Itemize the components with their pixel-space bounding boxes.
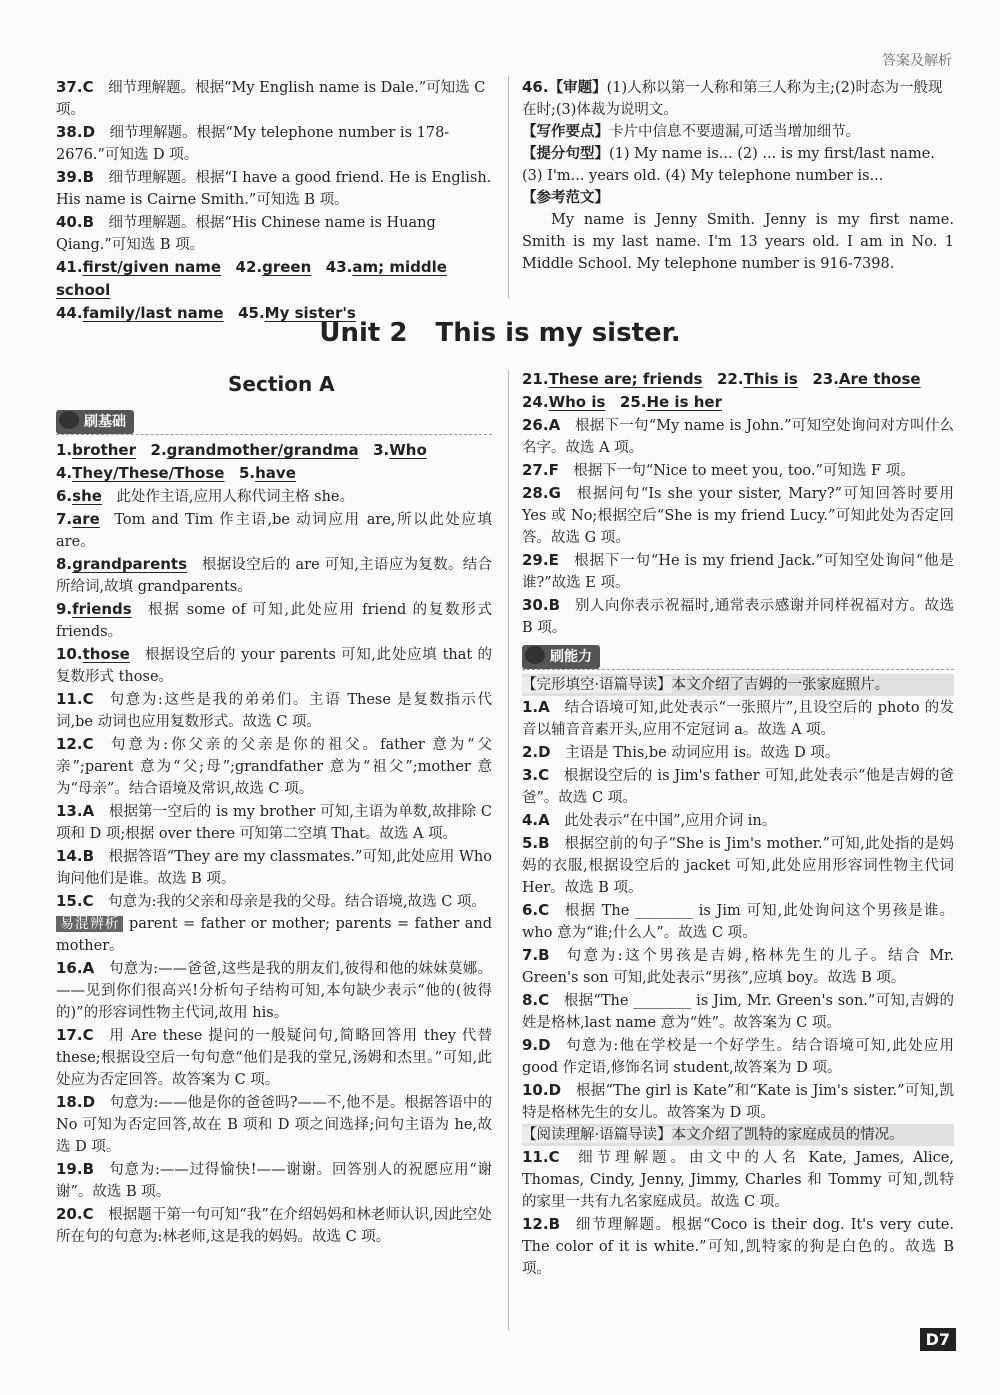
item-explanation: 根据 The ________ is Jim 可知,此处询问这个男孩是谁。who 意为“谁;什么人”。故选 C 项。 [522, 903, 954, 941]
item-answer: C [82, 892, 94, 910]
item-number: 42. [235, 258, 263, 276]
item-number: 11. [56, 690, 83, 708]
item-answer: A [82, 959, 95, 977]
right-column [522, 368, 954, 1280]
item-explanation: 句意为:他在学校是一个好学生。结合语境可知,此处应用 good 作定语,修饰名词 student,故答案为 D 项。 [522, 1038, 954, 1076]
page-header: 答案及解析 [882, 53, 952, 69]
item-answer: am; middle school [56, 258, 447, 299]
item-answer: friends [72, 600, 132, 618]
reading-intro: 本文介绍了凯特的家庭成员的情况。 [671, 1127, 904, 1143]
item-explanation: 根据“The girl is Kate”和“Kate is Jim's sister.”可知,凯特是格林先生的女儿。故答案为 D 项。 [522, 1083, 954, 1121]
item-explanation: 细节理解题。根据“Coco is their dog. It's very cute. The color of it is white.”可知,凯特家的狗是白色的。故选 B 项。 [522, 1217, 954, 1277]
item-number: 12. [56, 735, 83, 753]
answer-item [56, 166, 492, 211]
item-answer: have [255, 464, 296, 482]
item-explanation: Tom and Tim 作主语,be 动词应用 are,所以此处应填 are。 [56, 512, 492, 550]
item-explanation: 根据下一句“He is my friend Jack.”可知空处询问“他是谁?”故选 E 项。 [522, 553, 954, 591]
answer-item [522, 1034, 954, 1079]
answer-item [522, 696, 954, 741]
page-number: D7 [920, 1328, 956, 1351]
item-explanation: 根据设空后的 are 可知,主语应为复数。结合所给词,故填 grandparents。 [56, 557, 492, 595]
item-number: 38. [56, 123, 83, 141]
answer-item [522, 459, 954, 482]
item-number: 43. [325, 258, 353, 276]
item-answer: B [82, 847, 95, 865]
item-answer: D [548, 1081, 562, 1099]
answer-item [522, 1146, 954, 1213]
item-answer: D [538, 1036, 551, 1054]
item-explanation: 根据题干第一句可知“我”在介绍妈妈和林老师认识,因此空处所在句的句意为:林老师,这是我的妈妈。故选 C 项。 [56, 1207, 492, 1245]
answer-item [522, 764, 954, 809]
item-explanation: 句意为:——爸爸,这些是我的朋友们,彼得和他的妹妹莫娜。——见到你们很高兴!分析句子结构可知,本句缺少表示“他的(彼得的)”的形容词性物主代词,故用 his。 [56, 961, 492, 1021]
item-answer: A [548, 416, 561, 434]
item-answer: are [72, 510, 100, 528]
item-answer: B [548, 596, 561, 614]
item-number: 23. [812, 370, 839, 388]
item-explanation: 细节理解题。根据“I have a good friend. He is English. His name is Cairne Smith.”可知选 B 项。 [56, 170, 492, 208]
item-explanation: 根据答语“They are my classmates.”可知,此处应用 Who 询问他们是谁。故选 B 项。 [56, 849, 492, 887]
item-number: 37. [56, 78, 83, 96]
answer-item [56, 1158, 492, 1203]
item-answer: grandparents [72, 555, 188, 573]
top-left-column [56, 76, 492, 325]
answer-item [56, 1024, 492, 1091]
item-explanation: 细节理解题。由文中的人名 Kate, James, Alice, Thomas, Cindy, Jenny, Jimmy, Charles 和 Tommy 可知,凯特的家里一共有九名家庭成员。故选 C 项。 [522, 1150, 954, 1210]
item-explanation: 此处作主语,应用人称代词主格 she。 [116, 489, 354, 505]
answer-item [56, 845, 492, 890]
item-explanation: 此处表示“在中国”,应用介词 in。 [564, 813, 777, 829]
left-column [56, 410, 492, 1248]
column-divider [508, 76, 509, 298]
item-explanation: 根据设空后的 your parents 可知,此处应填 that 的复数形式 those。 [56, 647, 492, 685]
item-number: 17. [56, 1026, 83, 1044]
item-explanation: 句意为:这个男孩是吉姆,格林先生的儿子。结合 Mr. Green's son 可知,此处表示“男孩”,应填 boy。故选 B 项。 [522, 948, 954, 986]
item-explanation: 根据空前的句子“She is Jim's mother.”可知,此处指的是妈妈的衣服,根据设空后的 jacket 可知,此处应用形容词性物主代词 Her。故选 B 项。 [522, 836, 954, 896]
unit-title [0, 318, 1000, 348]
cloze-label: 【完形填空·语篇导读】 [522, 677, 672, 693]
item-number: 13. [56, 802, 83, 820]
answer-item [522, 1079, 954, 1124]
item-number: 27. [522, 461, 549, 479]
unit-label: Unit 2 [319, 318, 408, 348]
item-number: 12. [522, 1215, 549, 1233]
item-answer: G [548, 484, 561, 502]
item-answer: grandmother/grandma [166, 441, 359, 459]
item-explanation: 用 Are these 提问的一般疑问句,简略回答用 they 代替 these;根据设空后一句句意“他们是我的堂兄,汤姆和杰里。”可知,此处应为否定回答。故答案为 C 项。 [56, 1028, 492, 1088]
answer-item [522, 944, 954, 989]
item-explanation: 句意为:你父亲的父亲是你的祖父。father 意为“父亲”;parent 意为“父;母”;grandfather 意为“祖父”;mother 意为“母亲”。结合语境及常识,故选 C 项。 [56, 737, 492, 797]
item-number: 2. [522, 743, 539, 761]
item-answer: My sister's [264, 304, 356, 322]
jufen-label: 【提分句型】 [522, 145, 609, 162]
item-number: 22. [716, 370, 744, 388]
item-number: 26. [522, 416, 549, 434]
item-number: 18. [56, 1093, 83, 1111]
item-explanation: 细节理解题。根据“His Chinese name is Huang Qiang.”可知选 B 项。 [56, 215, 436, 253]
item-answer: C [538, 991, 550, 1009]
item-number: 8. [56, 555, 73, 573]
answer-item [56, 890, 492, 913]
jufen-text: (1) My name is... (2) ... is my first/last name. (3) I'm... years old. (4) My telephone number is... [522, 146, 935, 184]
shenti-text: (1)人称以第一人称和第三人称为主;(2)时态为一般现在时;(3)体裁为说明文。 [522, 80, 943, 118]
fill-line [56, 256, 492, 302]
item-explanation: 根据下一句“Nice to meet you, too.”可知选 F 项。 [573, 463, 915, 479]
reading-label: 【阅读理解·语篇导读】 [522, 1127, 672, 1143]
item-explanation: 结合语境可知,此处表示“一张照片”,且设空后的 photo 的发音以辅音音素开头,应用不定冠词 a。故选 A 项。 [522, 700, 954, 738]
item-number: 30. [522, 596, 549, 614]
answer-item [56, 553, 492, 598]
item-number: 9. [56, 600, 73, 618]
item-answer: They/These/Those [72, 464, 225, 482]
item-answer: B [538, 834, 550, 852]
item-answer: Who is [548, 393, 606, 411]
item-explanation: 主语是 This,be 动词应用 is。故选 D 项。 [565, 745, 840, 761]
item-answer: B [538, 946, 550, 964]
item-answer: C [548, 1148, 560, 1166]
answer-item [56, 508, 492, 553]
answer-item [56, 485, 492, 508]
item-answer: Are those [838, 370, 921, 388]
item-answer: D [82, 123, 96, 141]
item-explanation: 句意为:——他是你的爸爸吗?——不,他不是。根据答语中的 No 可知为否定回答,故在 B 项和 D 项之间选择;问句主语为 he,故选 D 项。 [56, 1095, 492, 1155]
item-number: 28. [522, 484, 549, 502]
item-explanation: 别人向你表示祝福时,通常表示感谢并同样祝福对方。故选 B 项。 [522, 598, 954, 636]
item-number: 11. [522, 1148, 549, 1166]
answer-item [522, 832, 954, 899]
item-number: 19. [56, 1160, 83, 1178]
item-answer: those [82, 645, 130, 663]
item-answer: D [538, 743, 551, 761]
item-number: 46. [522, 78, 549, 96]
item-number: 3. [373, 441, 390, 459]
item-answer: A [82, 802, 95, 820]
answer-item [522, 809, 954, 832]
item-explanation: 根据“The ________ is Jim, Mr. Green's son.”可知,吉姆的姓是格林,last name 意为“姓”。故答案为 C 项。 [522, 993, 954, 1031]
item-answer: family/last name [82, 304, 224, 322]
item-number: 4. [56, 464, 73, 482]
item-answer: E [548, 551, 559, 569]
item-answer: D [82, 1093, 96, 1111]
item-number: 5. [238, 464, 256, 482]
item-number: 16. [56, 959, 83, 977]
item-answer: Who [389, 441, 427, 459]
ability-tag: 刷能力 [522, 645, 600, 669]
item-number: 44. [56, 304, 83, 322]
item-number: 10. [522, 1081, 549, 1099]
item-number: 20. [56, 1205, 83, 1223]
item-number: 15. [56, 892, 83, 910]
answer-item [56, 598, 492, 643]
yaodian-text: 卡片中信息不要遗漏,可适当增加细节。 [609, 124, 861, 140]
item-number: 41. [56, 258, 83, 276]
item-answer: A [538, 698, 550, 716]
item-explanation: 句意为:——过得愉快!——谢谢。回答别人的祝愿应用“谢谢”。故选 B 项。 [56, 1162, 492, 1200]
item-answer: she [72, 487, 102, 505]
answer-item [56, 1091, 492, 1158]
item-answer: A [538, 811, 550, 829]
item-explanation: 根据第一空后的 is my brother 可知,主语为单数,故排除 C 项和 D 项;根据 over there 可知第二空填 That。故选 A 项。 [56, 804, 492, 842]
item-number: 9. [522, 1036, 539, 1054]
item-answer: B [548, 1215, 561, 1233]
answer-item [522, 549, 954, 594]
fanwen-text: My name is Jenny Smith. Jenny is my first name. Smith is my last name. I'm 13 years old. I am in No. 1 Middle School. My telephone number is 916-7398. [522, 212, 954, 272]
item-number: 1. [522, 698, 539, 716]
item-answer: C [82, 690, 94, 708]
item-answer: C [82, 1205, 94, 1223]
section-title: Section A [228, 372, 335, 396]
item-number: 3. [522, 766, 539, 784]
answer-item [56, 643, 492, 688]
item-explanation: 根据问句“Is she your sister, Mary?”可知回答时要用 Yes 或 No;根据空后“She is my friend Lucy.”可知此处为否定回答。故选 G 项。 [522, 486, 954, 546]
item-answer: C [538, 766, 550, 784]
answer-item [522, 414, 954, 459]
item-explanation: 句意为:我的父亲和母亲是我的父母。结合语境,故选 C 项。 [108, 894, 486, 910]
item-number: 25. [619, 393, 647, 411]
item-answer: green [262, 258, 312, 276]
item-number: 39. [56, 168, 83, 186]
item-answer: brother [72, 441, 137, 459]
item-explanation: 细节理解题。根据“My English name is Dale.”可知选 C 项。 [56, 80, 486, 118]
item-explanation: 根据设空后的 is Jim's father 可知,此处表示“他是吉姆的爸爸”。故选 C 项。 [522, 768, 954, 806]
answer-item [522, 989, 954, 1034]
answer-item [56, 800, 492, 845]
item-explanation: 根据下一句“My name is John.”可知空处询问对方叫什么名字。故选 A 项。 [522, 418, 954, 456]
item-answer: C [82, 1026, 94, 1044]
cloze-intro: 本文介绍了吉姆的一张家庭照片。 [671, 677, 890, 693]
answer-item [56, 76, 492, 121]
answer-item [522, 741, 954, 764]
answer-item [56, 1203, 492, 1248]
fill-line [522, 368, 954, 391]
item-number: 14. [56, 847, 83, 865]
answer-item [522, 899, 954, 944]
fanwen-label: 【参考范文】 [522, 189, 609, 206]
item-answer: C [82, 735, 94, 753]
item-number: 29. [522, 551, 549, 569]
item-number: 2. [150, 441, 167, 459]
yihun-label: 易混辨析 [56, 916, 123, 932]
item-number: 7. [56, 510, 73, 528]
item-answer: C [82, 78, 94, 96]
answer-item [56, 688, 492, 733]
fill-line [56, 462, 492, 485]
item-number: 1. [56, 441, 73, 459]
item-answer: This is [743, 370, 798, 388]
answer-item [56, 121, 492, 166]
item-answer: B [82, 168, 95, 186]
item-number: 5. [522, 834, 539, 852]
top-right-column [522, 76, 954, 275]
answer-item [56, 211, 492, 256]
item-number: 6. [56, 487, 73, 505]
answer-item [522, 1213, 954, 1280]
item-number: 8. [522, 991, 539, 1009]
item-number: 7. [522, 946, 539, 964]
item-answer: F [548, 461, 559, 479]
item-answer: These are; friends [548, 370, 703, 388]
answer-item [56, 733, 492, 800]
item-answer: first/given name [82, 258, 222, 276]
unit-name: This is my sister. [435, 318, 681, 348]
answer-item [522, 482, 954, 549]
column-divider [508, 370, 509, 1330]
item-answer: B [82, 1160, 95, 1178]
answer-item [56, 957, 492, 1024]
basic-tag: 刷基础 [56, 410, 134, 434]
answer-item [522, 594, 954, 639]
yihun-text: parent = father or mother; parents = father and mother。 [56, 916, 493, 954]
item-number: 21. [522, 370, 549, 388]
item-number: 40. [56, 213, 83, 231]
item-number: 6. [522, 901, 539, 919]
item-answer: C [538, 901, 550, 919]
shenti-label: 【审题】 [548, 79, 607, 96]
item-number: 45. [238, 304, 265, 322]
fill-line [56, 439, 492, 462]
item-explanation: 根据 some of 可知,此处应用 friend 的复数形式 friends。 [56, 602, 492, 640]
yaodian-label: 【写作要点】 [522, 123, 609, 140]
item-answer: He is her [646, 393, 722, 411]
item-number: 24. [522, 393, 549, 411]
item-answer: B [82, 213, 95, 231]
item-number: 4. [522, 811, 539, 829]
item-number: 10. [56, 645, 83, 663]
fill-line [522, 391, 954, 414]
item-explanation: 句意为:这些是我的弟弟们。主语 These 是复数指示代词,be 动词也应用复数形式。故选 C 项。 [56, 692, 492, 730]
item-explanation: 细节理解题。根据“My telephone number is 178-2676.”可知选 D 项。 [56, 125, 450, 163]
